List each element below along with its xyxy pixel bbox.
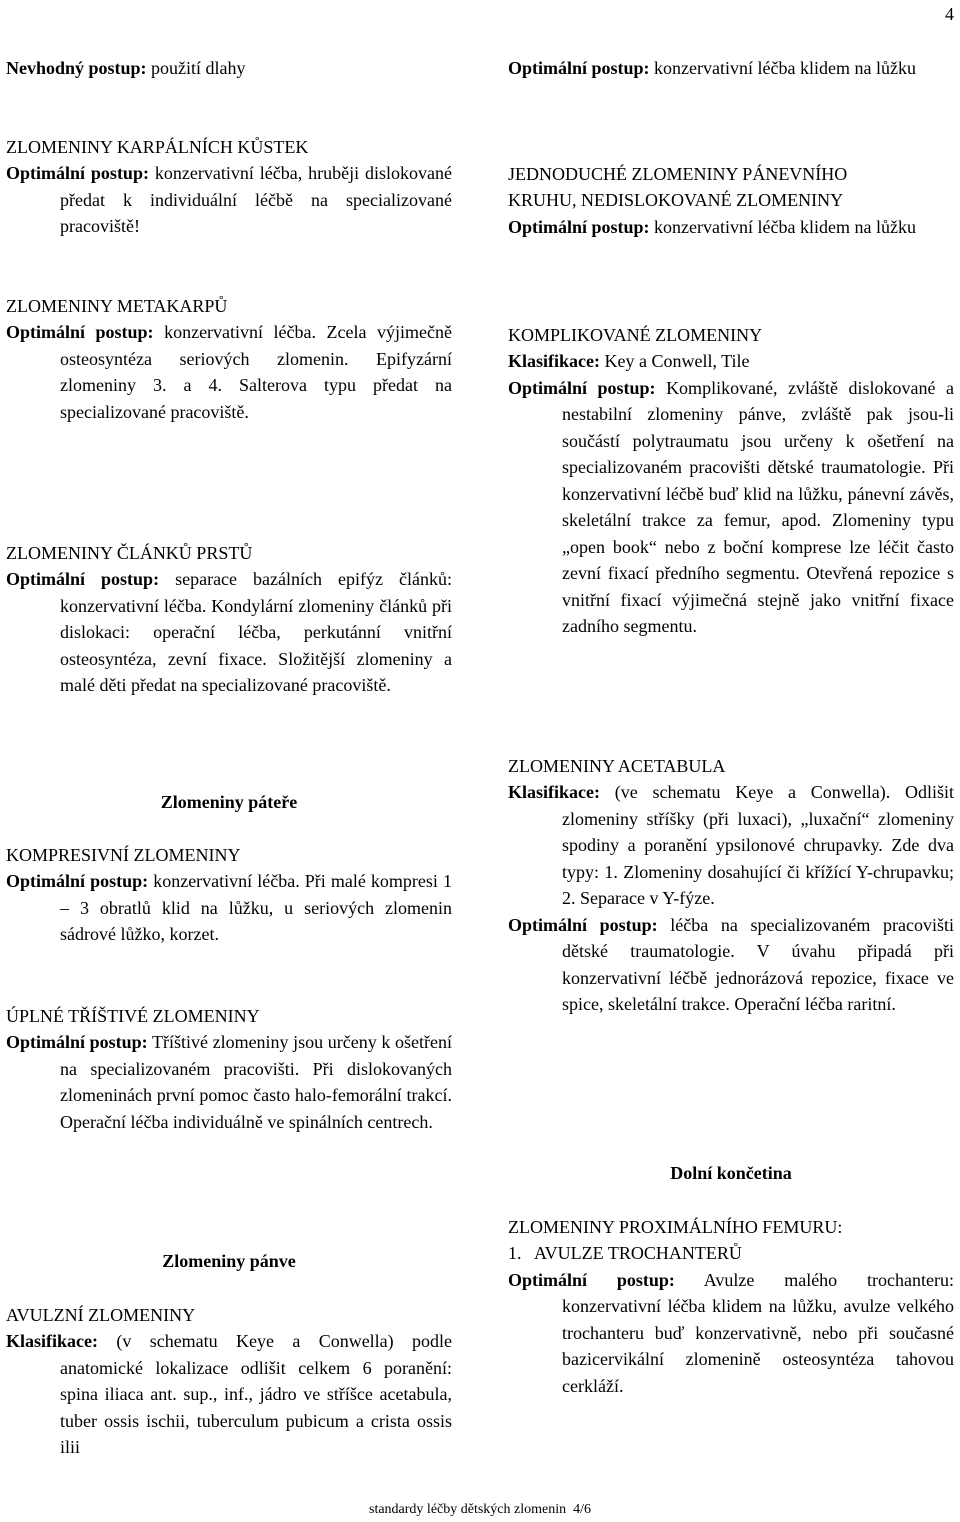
postup-label: Optimální postup: [508,377,656,398]
section-uplne-tristive [6,1003,452,1135]
postup-label: Optimální postup: [6,322,154,343]
section-avulzni-postup [508,55,954,81]
section-jednoduche [508,161,954,240]
section-acetabula [508,753,954,1018]
section-heading-line1: JEDNODUCHÉ ZLOMENINY PÁNEVNÍHO [508,164,848,184]
section-avulzni [6,1302,452,1461]
section-proximalni-femur [508,1214,954,1399]
postup-label: Optimální postup: [508,914,658,935]
section-kompresivni [6,842,452,948]
postup-text: konzervativní léčba klidem na lůžku [654,58,916,78]
section-heading-line2: KRUHU, NEDISLOKOVANÉ ZLOMENINY [508,190,844,211]
section-heading: ZLOMENINY PROXIMÁLNÍHO FEMURU: [508,1217,843,1237]
chapter-title-panve: Zlomeniny pánve [162,1251,296,1271]
section-komplikovane [508,322,954,639]
postup-text: konzervativní léčba, hruběji dislokované předat k individuální léčbě na specializované pracoviště! [60,163,453,237]
section-heading: ZLOMENINY ČLÁNKŮ PRSTŮ [6,543,253,563]
postup-text: separace bazálních epifýz článků: konzervativní léčba. Kondylární zlomeniny článků při dislokaci: operační léčba, perkutánní vnitřní osteosyntéza, zevní fixace. Složitější zlomeniny a malé děti předat na specializované pracoviště. [60,569,453,696]
klasifikace-text: (v schematu Keye a Conwella) podle anatomické lokalizace odlišit celkem 6 poranění: spina iliaca ant. sup., inf., jádro ve stříšce acetabula, tuber ossis ischii, tuberculum pubicum a crista ossis ilii [60,1331,453,1458]
klasifikace-label: Klasifikace: [6,1331,98,1352]
postup-label: Optimální postup: [508,216,650,237]
section-heading: AVULZNÍ ZLOMENINY [6,1305,196,1325]
chapter-title-dolni-koncetina: Dolní končetina [670,1163,792,1183]
section-metakarpy [6,293,452,425]
postup-text: Avulze malého trochanteru: konzervativní léčba klidem na lůžku, avulze velkého trochanteru buď konzervativně, nebo při současné bazicervikální zlomenině osteosyntéza tahovou cerkláží. [562,1269,954,1396]
postup-label: Optimální postup: [508,58,650,78]
section-heading: ZLOMENINY KARPÁLNÍCH KŮSTEK [6,137,309,157]
klasifikace-text: Key a Conwell, Tile [604,351,750,372]
page-footer: standardy léčby dětských zlomenin 4/6 [369,1502,591,1517]
nevhodny-text: použití dlahy [151,58,246,78]
section-karpalni-kustky [6,134,452,240]
section-nevhodny-postup [6,55,452,81]
postup-label: Optimální postup: [6,871,149,892]
postup-label: Optimální postup: [6,163,149,184]
section-heading: ZLOMENINY METAKARPŮ [6,296,228,316]
klasifikace-text: (ve schematu Keye a Conwella). Odlišit zlomeniny stříšky (při luxaci), „luxační“ zlomeniny spodiny a poranění ypsilonové chrupavky. Zde dva typy: 1. Zlomeniny dosahující či křížící Y-chrupavku; 2. Separace v Y-fýze. [562,782,954,909]
postup-text: konzervativní léčba. Zcela výjimečně osteosyntéza seriových zlomenin. Epifyzární zlomeniny 3. a 4. Salterova typu předat na specializované pracoviště. [60,322,452,422]
page-number: 4 [945,4,954,24]
postup-text: Komplikované, zvláště dislokované a nestabilní zlomeniny pánve, zvláště pak jsou-li součástí polytraumatu jsou určeny k ošetření na specializovaném pracovišti dětské traumatologie. Při konzervativní léčbě buď klid na lůžku, pánevní závěs, skeletální trakce za femur, apod. Zlomeniny typu „open book“ nebo z boční komprese lze léčit často zevní fixací předního segmentu. Otevřená repozice s vnitřní fixací výjimečná stejně jako vnitřní fixace zadního segmentu. [562,377,955,636]
nevhodny-label: Nevhodný postup: [6,58,147,78]
klasifikace-label: Klasifikace: [508,351,600,372]
chapter-title-patere: Zlomeniny páteře [160,792,298,812]
postup-text: konzervativní léčba. Při malé kompresi 1 – 3 obratlů klid na lůžku, u seriových zlomenin sádrové lůžko, korzet. [60,871,452,945]
section-heading: ÚPLNÉ TŘÍŠTIVÉ ZLOMENINY [6,1006,260,1026]
postup-label: Optimální postup: [508,1269,675,1290]
postup-text: léčba na specializovaném pracovišti dětské traumatologie. V úvahu připadá při konzervativní léčbě jednorázová repozice, fixace ve spice, skeletální trakce. Operační léčba raritní. [562,914,955,1015]
klasifikace-label: Klasifikace: [508,782,600,803]
section-heading: KOMPRESIVNÍ ZLOMENINY [6,845,241,865]
postup-text: Tříštivé zlomeniny jsou určeny k ošetření na specializovaném pracovišti. Při dislokovaných zlomeninách první pomoc často halo-femorální trakcí. Operační léčba individuálně ve spinálních centrech. [60,1032,452,1132]
postup-text: konzervativní léčba klidem na lůžku [654,216,916,237]
section-heading: ZLOMENINY ACETABULA [508,756,726,776]
postup-label: Optimální postup: [6,569,160,590]
subsection-heading: 1. AVULZE TROCHANTERŮ [508,1243,742,1264]
section-heading: KOMPLIKOVANÉ ZLOMENINY [508,325,763,345]
section-clanky-prstu [6,540,452,699]
postup-label: Optimální postup: [6,1032,148,1053]
